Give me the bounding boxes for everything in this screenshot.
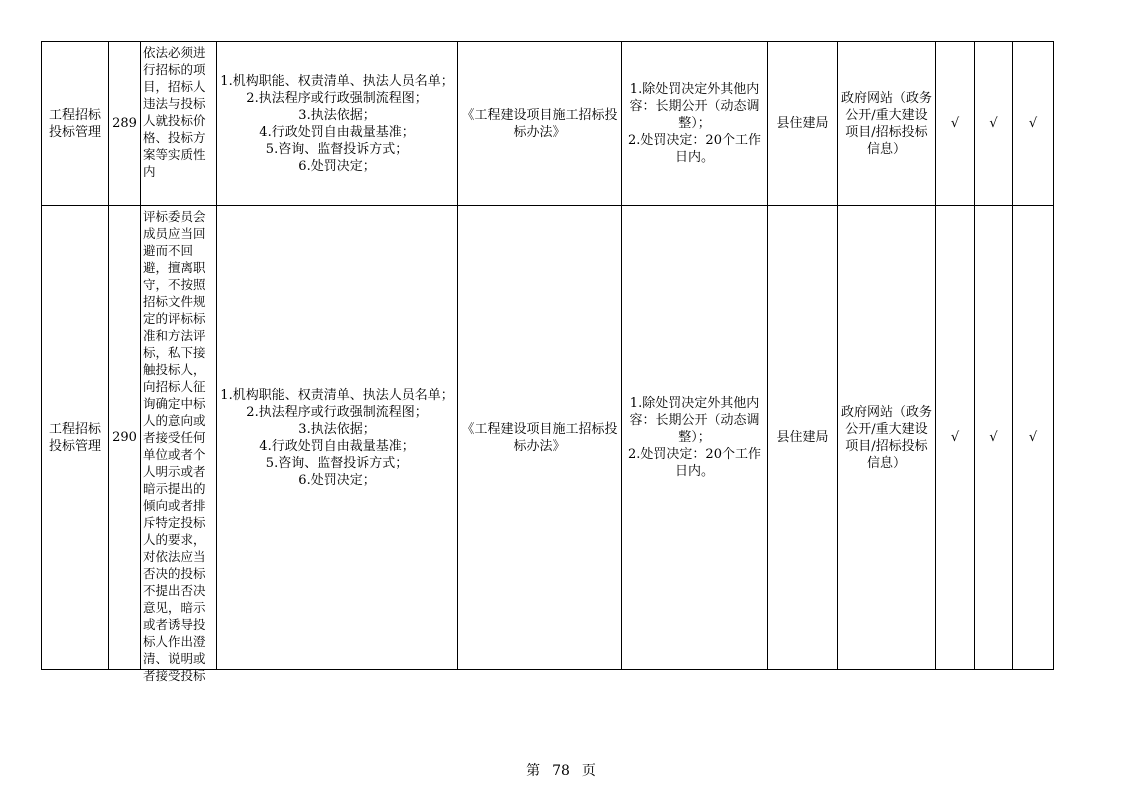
check-cell: √ — [1013, 206, 1054, 670]
item-cell — [141, 42, 217, 206]
content-line: 3.执法依据； — [298, 421, 376, 437]
number-cell: 290 — [109, 206, 141, 670]
category-cell: 工程招标投标管理 — [42, 206, 109, 670]
check-cell: √ — [975, 42, 1013, 206]
content-line: 4.行政处罚自由裁量基准； — [259, 438, 415, 454]
item-text: 评标委员会成员应当回避而不回避，擅离职守，不按照招标文件规定的评标标准和方法评标，私下接触投标人，向招标人征询确定中标人的意向或者接受任何单位或者个人明示或者暗示提出的倾向或者排斥特定投标人的要求，对依法应当否决的投标不提出否决意见，暗示或者诱导投标人作出澄清、说明或者接受投标 — [143, 209, 206, 683]
time-line: 2.处罚决定：20个工作日内。 — [628, 133, 761, 165]
content-line: 3.执法依据； — [298, 107, 376, 123]
item-cell — [141, 206, 217, 683]
content-line: 4.行政处罚自由裁量基准； — [259, 124, 415, 140]
time-cell — [622, 206, 768, 670]
department-cell: 县住建局 — [768, 42, 838, 206]
page-prefix: 第 — [526, 763, 541, 779]
item-text: 依法必须进行招标的项目，招标人违法与投标人就投标价格、投标方案等实质性内 — [143, 45, 206, 179]
table-row — [42, 206, 1054, 670]
content-line: 1.机构职能、权责清单、执法人员名单； — [220, 387, 454, 403]
number-cell: 289 — [109, 42, 141, 206]
time-line: 1.除处罚决定外其他内容：长期公开（动态调整）； — [629, 82, 760, 131]
content-cell — [217, 42, 458, 206]
basis-cell: 《工程建设项目施工招标投标办法》 — [458, 206, 622, 670]
time-line: 1.除处罚决定外其他内容：长期公开（动态调整）； — [629, 396, 760, 445]
table-row — [42, 42, 1054, 206]
time-cell — [622, 42, 768, 206]
page-footer — [0, 760, 1122, 780]
check-cell: √ — [936, 206, 975, 670]
category-cell: 工程招标投标管理 — [42, 42, 109, 206]
content-line: 2.执法程序或行政强制流程图； — [246, 404, 428, 420]
content-line: 5.咨询、监督投诉方式； — [265, 141, 409, 157]
content-line: 1.机构职能、权责清单、执法人员名单； — [220, 73, 454, 89]
content-cell — [217, 206, 458, 670]
content-line: 6.处罚决定； — [298, 158, 376, 174]
channel-cell: 政府网站（政务公开/重大建设项目/招标投标信息） — [838, 206, 936, 670]
content-line: 6.处罚决定； — [298, 472, 376, 488]
time-line: 2.处罚决定：20个工作日内。 — [628, 447, 761, 479]
page-number: 78 — [552, 763, 570, 779]
check-cell: √ — [1013, 42, 1054, 206]
basis-cell: 《工程建设项目施工招标投标办法》 — [458, 42, 622, 206]
channel-cell: 政府网站（政务公开/重大建设项目/招标投标信息） — [838, 42, 936, 206]
check-cell: √ — [975, 206, 1013, 670]
disclosure-table — [41, 41, 1054, 683]
page-suffix: 页 — [581, 763, 596, 779]
department-cell: 县住建局 — [768, 206, 838, 670]
content-line: 5.咨询、监督投诉方式； — [265, 455, 409, 471]
content-line: 2.执法程序或行政强制流程图； — [246, 90, 428, 106]
check-cell: √ — [936, 42, 975, 206]
